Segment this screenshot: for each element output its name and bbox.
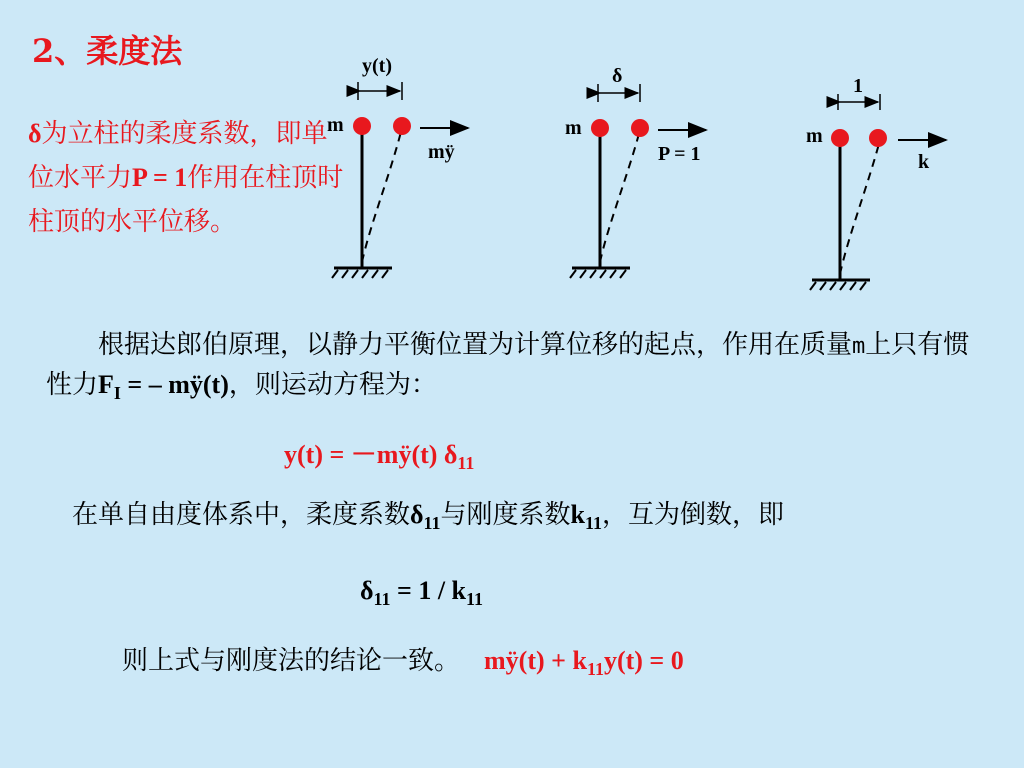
unit-force-label: P = 1 [132, 163, 188, 192]
hatch-2 [570, 270, 626, 278]
disp-label-3: 1 [853, 75, 863, 97]
disp-label-1: y(t) [362, 55, 392, 77]
definition-text-b: 作用在柱顶时柱顶的水平位移。 [28, 163, 344, 237]
para2-text-b: 与刚度系数 [440, 500, 571, 530]
mass-1-original [353, 117, 371, 135]
hatch-1 [332, 270, 388, 278]
mass-2-displaced [631, 119, 649, 137]
diagram-dynamic [327, 55, 468, 278]
stiffness-coef: $k_{11}$ [570, 500, 603, 534]
conclusion-line [122, 642, 982, 688]
para1-text-b: 上只有惯性力 [46, 330, 970, 400]
dalembert-paragraph [46, 326, 976, 412]
motion-equation-stiffness: mÿ(t) + $k_{11}y(t) = 0$ [484, 646, 684, 680]
para2-text-c: ，互为倒数，即 [602, 500, 785, 530]
slide-title: 2、柔度法 [32, 32, 183, 70]
conclusion-text: 则上式与刚度法的结论一致。 [122, 646, 461, 676]
force-label-2: P = 1 [658, 143, 701, 165]
para1-text-c: ，则运动方程为： [228, 370, 437, 400]
mass-label-2: m [565, 117, 582, 139]
mass-symbol: m [852, 334, 866, 359]
deflected-shape-2 [600, 130, 640, 262]
column-diagrams [0, 0, 1024, 310]
mass-label-3: m [806, 125, 823, 147]
inertia-force-expr: $F_I$ = – mÿ(t) [98, 370, 229, 404]
diagram-stiffness [806, 75, 946, 290]
para2-text-a: 在单自由度体系中，柔度系数 [72, 500, 411, 530]
force-label-1: mÿ [428, 141, 455, 163]
disp-label-2: δ [612, 65, 623, 87]
mass-2-original [591, 119, 609, 137]
mass-3-displaced [869, 129, 887, 147]
reciprocal-paragraph [46, 496, 976, 542]
deflected-shape-3 [840, 140, 880, 274]
motion-equation-flexibility: y(t) = －mÿ(t) $\delta_{11}$ [284, 440, 475, 474]
reciprocal-equation: $\delta_{11} = 1 / k_{11}$ [360, 576, 484, 610]
para1-text-a: 根据达郎伯原理，以静力平衡位置为计算位移的起点，作用在质量 [98, 330, 853, 360]
mass-1-displaced [393, 117, 411, 135]
force-label-3: k [918, 151, 930, 173]
delta-symbol: δ [28, 119, 42, 148]
deflected-shape-1 [362, 128, 402, 262]
mass-label-1: m [327, 114, 344, 136]
definition-text-a: 为立柱的柔度系数，即单位水平力 [28, 119, 328, 193]
diagram-static [565, 65, 706, 278]
mass-3-original [831, 129, 849, 147]
hatch-3 [810, 282, 866, 290]
flexibility-coef: $\delta_{11}$ [410, 500, 441, 534]
